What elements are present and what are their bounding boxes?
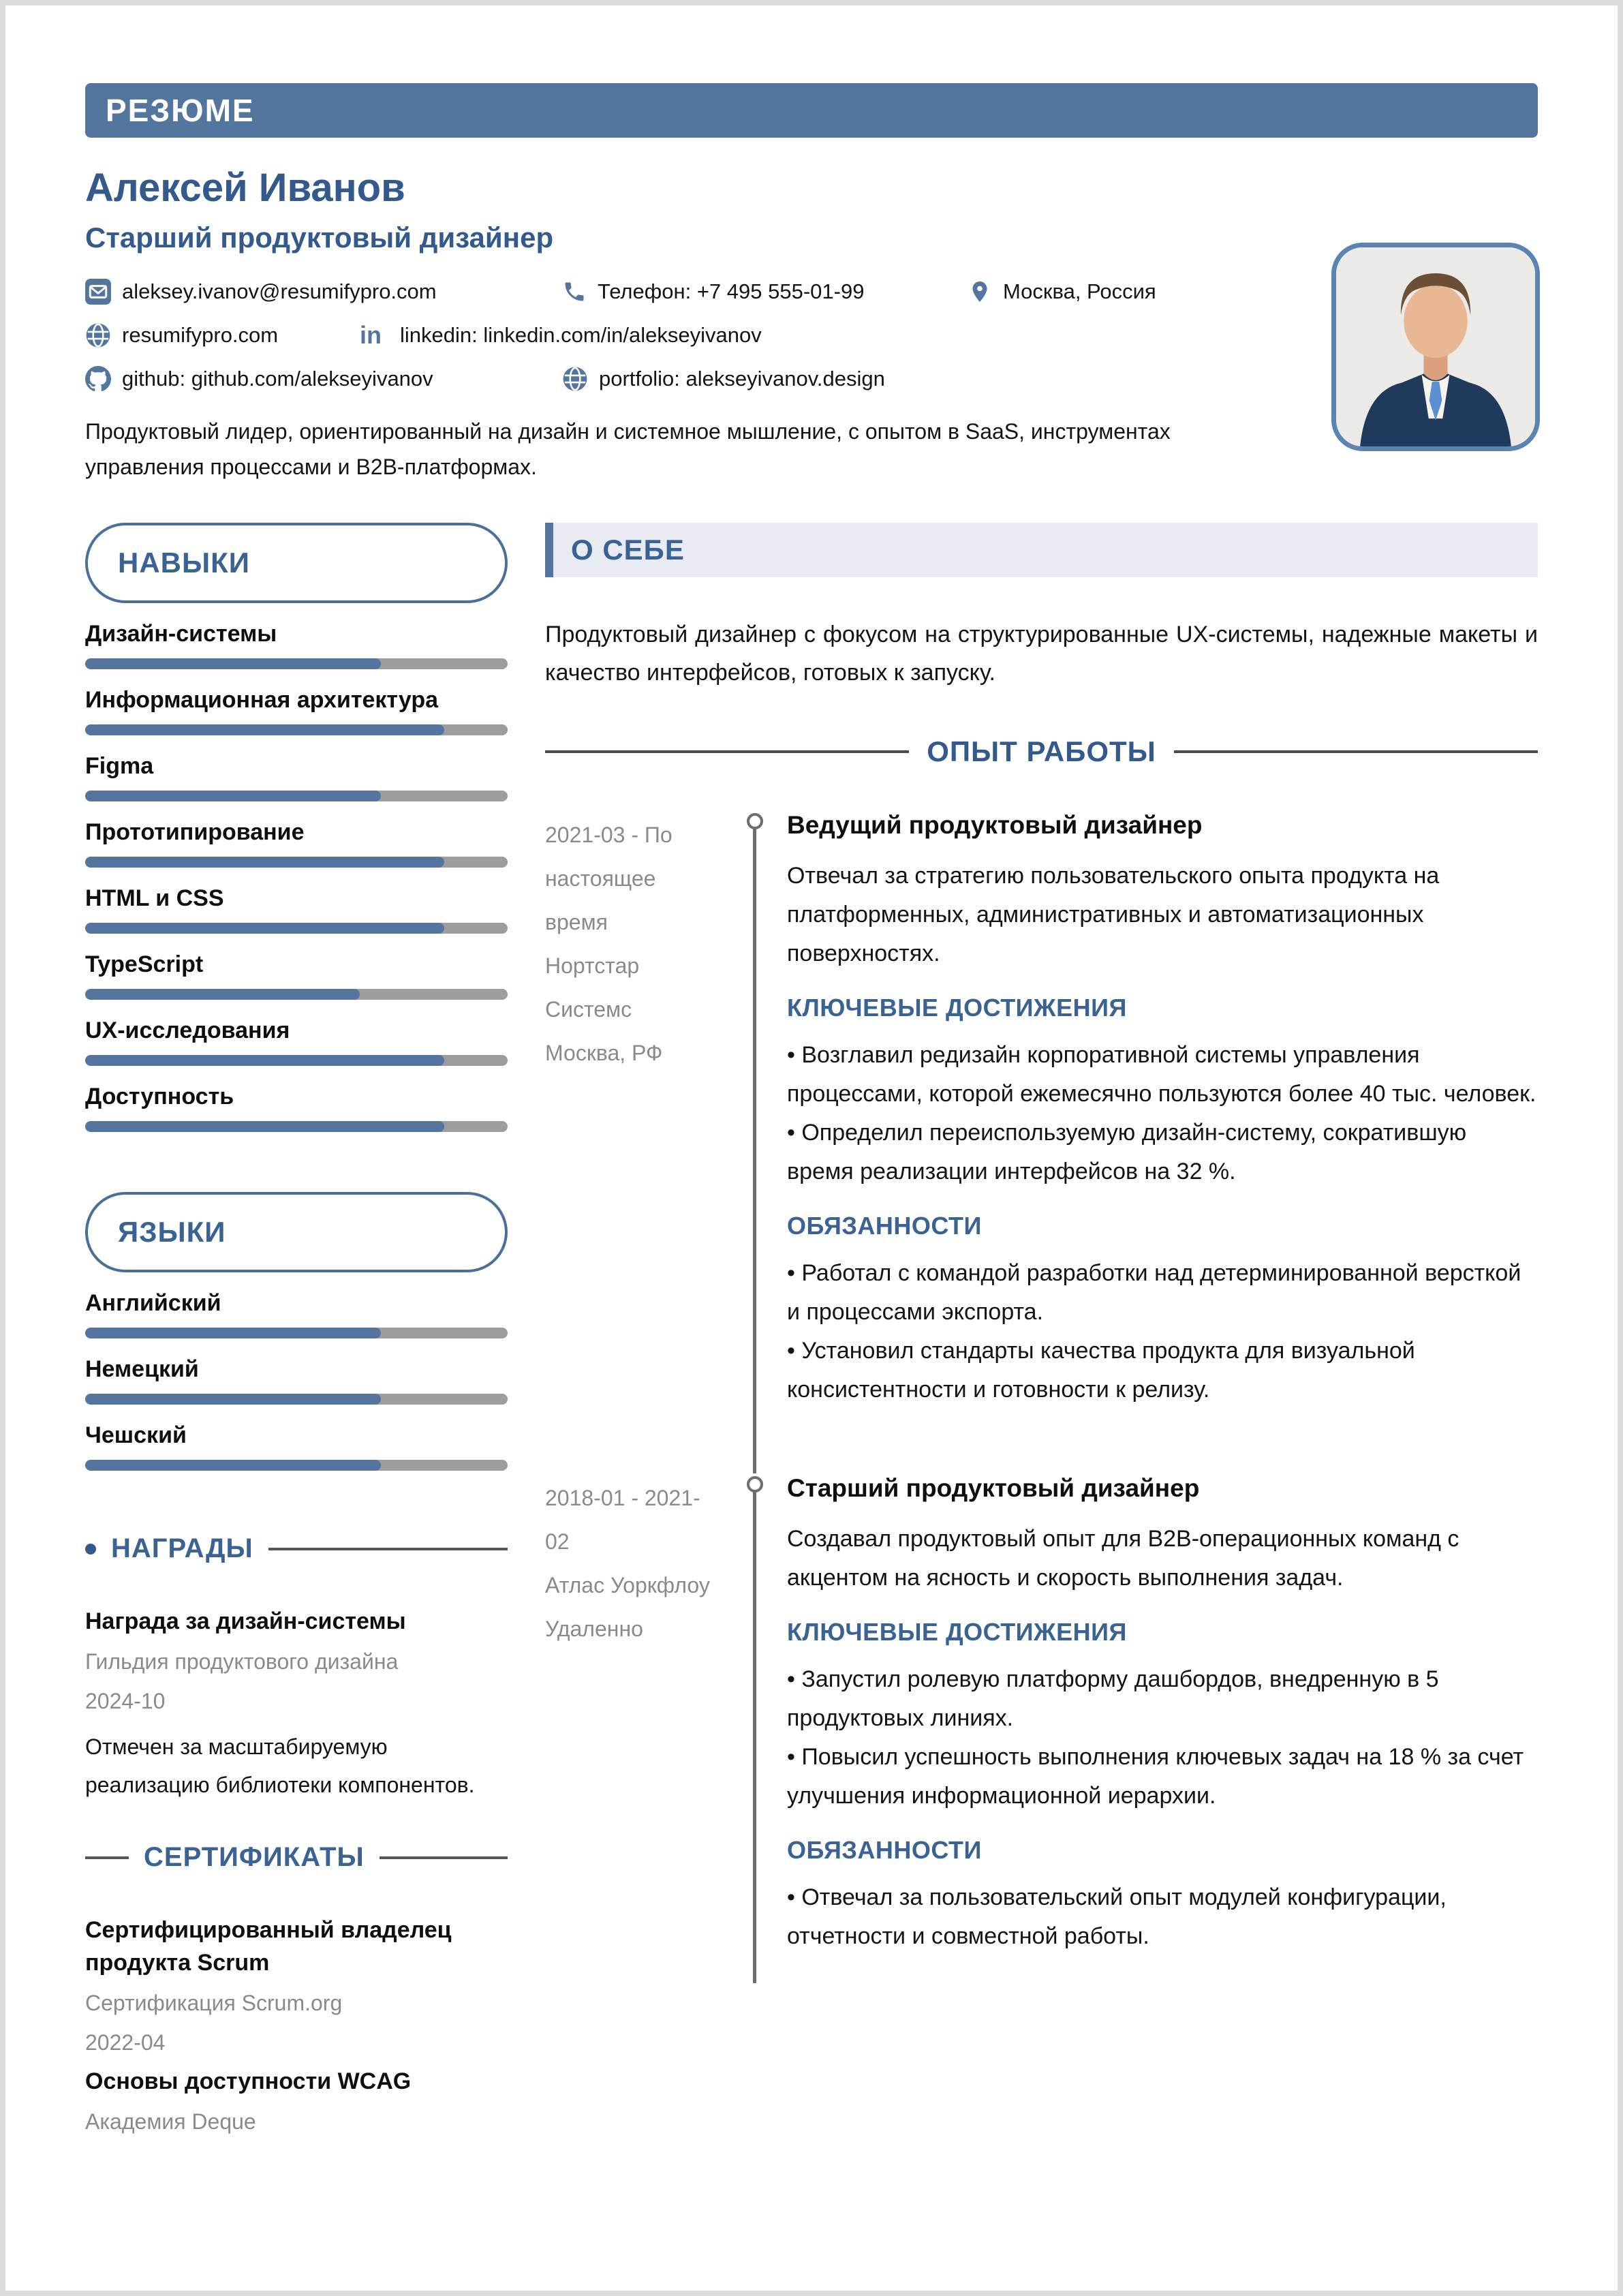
heading-rule xyxy=(380,1856,508,1859)
timeline-line xyxy=(753,820,756,1473)
profile-photo xyxy=(1331,243,1540,451)
heading-rule xyxy=(85,1856,129,1859)
timeline-dot-icon xyxy=(747,813,763,829)
skill-progress-fill xyxy=(85,1121,444,1132)
language-progress-fill xyxy=(85,1328,381,1338)
job-meta xyxy=(545,1473,719,1983)
about-text: Продуктовый дизайнер с фокусом на структурированные UX-системы, надежные макеты и качество интерфейсов, готовых к запуску. xyxy=(545,622,1538,686)
skill-name: Дизайн-системы xyxy=(85,621,277,647)
skill-item xyxy=(85,1017,508,1066)
skill-progress-track xyxy=(85,857,508,868)
achievements-label: КЛЮЧЕВЫЕ ДОСТИЖЕНИЯ xyxy=(787,1618,1127,1646)
skill-name: Прототипирование xyxy=(85,819,305,845)
experience-timeline xyxy=(545,810,1538,1983)
resume-title-banner xyxy=(85,83,1538,138)
skill-progress-track xyxy=(85,658,508,669)
contact-row xyxy=(85,366,1538,392)
language-item xyxy=(85,1290,508,1338)
achievement-item: • Определил переиспользуемую дизайн-систему, сократившую время реализации интерфейсов на 32 %. xyxy=(787,1114,1538,1191)
timeline-dot-icon xyxy=(747,1476,763,1493)
certification-entry xyxy=(85,2065,508,2137)
main-column xyxy=(545,523,1538,1983)
heading-rule xyxy=(545,750,909,753)
timeline-line xyxy=(753,1483,756,1983)
certification-title: Основы доступности WCAG xyxy=(85,2068,412,2094)
skill-progress-fill xyxy=(85,791,381,801)
job-location: Москва, РФ xyxy=(545,1041,663,1065)
award-description: Отмечен за масштабируемую реализацию библиотеки компонентов. xyxy=(85,1734,475,1797)
language-progress-fill xyxy=(85,1394,381,1405)
skill-progress-fill xyxy=(85,724,444,735)
heading-rule xyxy=(1174,750,1538,753)
skill-item xyxy=(85,951,508,1000)
candidate-job-title: Старший продуктовый дизайнер xyxy=(85,221,554,254)
email-link[interactable] xyxy=(85,279,562,305)
skills-section-title xyxy=(85,523,508,603)
linkedin-text: linkedin: linkedin.com/in/alekseyivanov xyxy=(400,323,762,347)
skill-name: TypeScript xyxy=(85,951,204,977)
award-issuer: Гильдия продуктового дизайна xyxy=(85,1649,399,1674)
phone-link[interactable] xyxy=(562,279,968,304)
sidebar xyxy=(85,523,508,2137)
content-columns xyxy=(85,523,1538,2137)
job-company: Нортстар Системс xyxy=(545,953,640,1022)
profile-summary: Продуктовый лидер, ориентированный на дизайн и системное мышление, с опытом в SaaS, инструментах управления процессами и B2B-платформах. xyxy=(85,419,1171,479)
skill-item xyxy=(85,753,508,801)
job-location: Удаленно xyxy=(545,1617,643,1641)
duties-label: ОБЯЗАННОСТИ xyxy=(787,1212,982,1240)
duty-item: • Установил стандарты качества продукта для визуальной консистентности и готовности к релизу. xyxy=(787,1332,1538,1409)
skill-item xyxy=(85,621,508,669)
candidate-name: Алексей Иванов xyxy=(85,166,405,210)
skill-progress-track xyxy=(85,989,508,1000)
globe-icon xyxy=(85,322,111,348)
portfolio-link[interactable] xyxy=(562,366,885,392)
language-progress-track xyxy=(85,1460,508,1471)
website-text: resumifypro.com xyxy=(122,323,279,347)
github-icon xyxy=(85,366,111,392)
github-text: github: github.com/alekseyivanov xyxy=(122,367,433,391)
timeline-column xyxy=(719,1473,787,1983)
globe-icon xyxy=(562,366,588,392)
job-content xyxy=(787,810,1538,1469)
portfolio-text: portfolio: alekseyivanov.design xyxy=(599,367,885,391)
job-company: Атлас Уоркфлоу xyxy=(545,1573,710,1597)
about-section-title xyxy=(545,523,1538,577)
achievements-label: КЛЮЧЕВЫЕ ДОСТИЖЕНИЯ xyxy=(787,994,1127,1022)
about-title-text: О СЕБЕ xyxy=(571,534,685,566)
job-entry xyxy=(545,1473,1538,1983)
skill-item xyxy=(85,687,508,735)
language-item xyxy=(85,1356,508,1405)
job-meta xyxy=(545,810,719,1469)
experience-section-heading xyxy=(545,735,1538,768)
certification-title: Сертифицированный владелец продукта Scrum xyxy=(85,1917,452,1976)
duty-item: • Работал с командой разработки над детерминированной версткой и процессами экспорта. xyxy=(787,1254,1538,1332)
skill-name: Figma xyxy=(85,753,154,779)
skill-name: HTML и CSS xyxy=(85,885,224,911)
skill-progress-track xyxy=(85,724,508,735)
skill-progress-fill xyxy=(85,923,444,934)
language-name: Английский xyxy=(85,1290,221,1316)
skill-progress-fill xyxy=(85,1055,444,1066)
job-dates: 2018-01 - 2021-02 xyxy=(545,1486,700,1554)
skill-progress-track xyxy=(85,791,508,801)
location-pin-icon xyxy=(968,279,992,304)
skills-title-text: НАВЫКИ xyxy=(118,547,250,579)
achievement-item: • Запустил ролевую платформу дашбордов, внедренную в 5 продуктовых линиях. xyxy=(787,1660,1538,1738)
linkedin-link[interactable] xyxy=(359,322,762,348)
location-item xyxy=(968,279,1156,304)
job-content xyxy=(787,1473,1538,1983)
experience-title-text: ОПЫТ РАБОТЫ xyxy=(927,735,1156,767)
job-dates: 2021-03 - По настоящее время xyxy=(545,823,673,934)
certs-section-heading xyxy=(85,1842,508,1873)
contact-row xyxy=(85,279,1538,305)
language-progress-track xyxy=(85,1394,508,1405)
email-icon xyxy=(85,279,111,305)
achievement-item: • Повысил успешность выполнения ключевых задач на 18 % за счет улучшения информационной иерархии. xyxy=(787,1738,1538,1816)
skill-name: UX-исследования xyxy=(85,1017,290,1043)
job-entry xyxy=(545,810,1538,1469)
skill-progress-fill xyxy=(85,658,381,669)
job-summary: Создавал продуктовый опыт для B2B-операционных команд с акцентом на ясность и скорость выполнения задач. xyxy=(787,1526,1459,1591)
skill-item xyxy=(85,819,508,868)
contact-row xyxy=(85,322,1538,348)
website-link[interactable] xyxy=(85,322,359,348)
skill-item xyxy=(85,885,508,934)
timeline-column xyxy=(719,810,787,1469)
skill-progress-track xyxy=(85,1121,508,1132)
languages-title-text: ЯЗЫКИ xyxy=(118,1216,226,1248)
github-link[interactable] xyxy=(85,366,562,392)
job-summary: Отвечал за стратегию пользовательского опыта продукта на платформенных, административных и автоматизационных поверхностях. xyxy=(787,863,1440,966)
language-progress-fill xyxy=(85,1460,381,1471)
avatar-illustration xyxy=(1336,247,1535,446)
skill-progress-track xyxy=(85,1055,508,1066)
skill-name: Доступность xyxy=(85,1084,234,1109)
phone-icon xyxy=(562,279,587,304)
skill-progress-fill xyxy=(85,857,444,868)
skill-progress-fill xyxy=(85,989,360,1000)
skills-list xyxy=(85,621,508,1132)
certification-entry xyxy=(85,1914,508,2058)
skill-name: Информационная архитектура xyxy=(85,687,439,713)
languages-list xyxy=(85,1290,508,1471)
awards-section-heading xyxy=(85,1533,508,1564)
language-name: Немецкий xyxy=(85,1356,199,1382)
email-text: aleksey.ivanov@resumifypro.com xyxy=(122,279,437,303)
certification-issuer: Сертификация Scrum.org xyxy=(85,1991,343,2015)
certification-date: 2022-04 xyxy=(85,2030,166,2055)
award-title: Награда за дизайн-системы xyxy=(85,1608,406,1634)
skill-progress-track xyxy=(85,923,508,934)
languages-section-title xyxy=(85,1192,508,1272)
phone-text: Телефон: +7 495 555-01-99 xyxy=(598,279,865,303)
linkedin-icon xyxy=(359,322,389,348)
skill-item xyxy=(85,1084,508,1132)
certifications-list xyxy=(85,1914,508,2137)
language-name: Чешский xyxy=(85,1422,187,1448)
location-text: Москва, Россия xyxy=(1003,279,1156,303)
awards-title-text: НАГРАДЫ xyxy=(111,1533,253,1563)
duty-item: • Отвечал за пользовательский опыт модулей конфигурации, отчетности и совместной работы. xyxy=(787,1878,1538,1956)
svg-text:in: in xyxy=(360,322,382,348)
certs-title-text: СЕРТИФИКАТЫ xyxy=(144,1842,365,1872)
resume-title: РЕЗЮМЕ xyxy=(106,93,255,128)
certification-issuer: Академия Deque xyxy=(85,2109,256,2134)
award-entry xyxy=(85,1605,508,1804)
award-date: 2024-10 xyxy=(85,1689,166,1713)
contact-list xyxy=(85,279,1538,392)
language-progress-track xyxy=(85,1328,508,1338)
achievement-item: • Возглавил редизайн корпоративной системы управления процессами, которой ежемесячно пользуются более 40 тыс. человек. xyxy=(787,1036,1538,1114)
heading-rule xyxy=(268,1548,508,1550)
job-title: Старший продуктовый дизайнер xyxy=(787,1474,1200,1502)
bullet-dot-icon xyxy=(85,1544,96,1555)
job-title: Ведущий продуктовый дизайнер xyxy=(787,811,1203,839)
duties-label: ОБЯЗАННОСТИ xyxy=(787,1836,982,1864)
language-item xyxy=(85,1422,508,1471)
